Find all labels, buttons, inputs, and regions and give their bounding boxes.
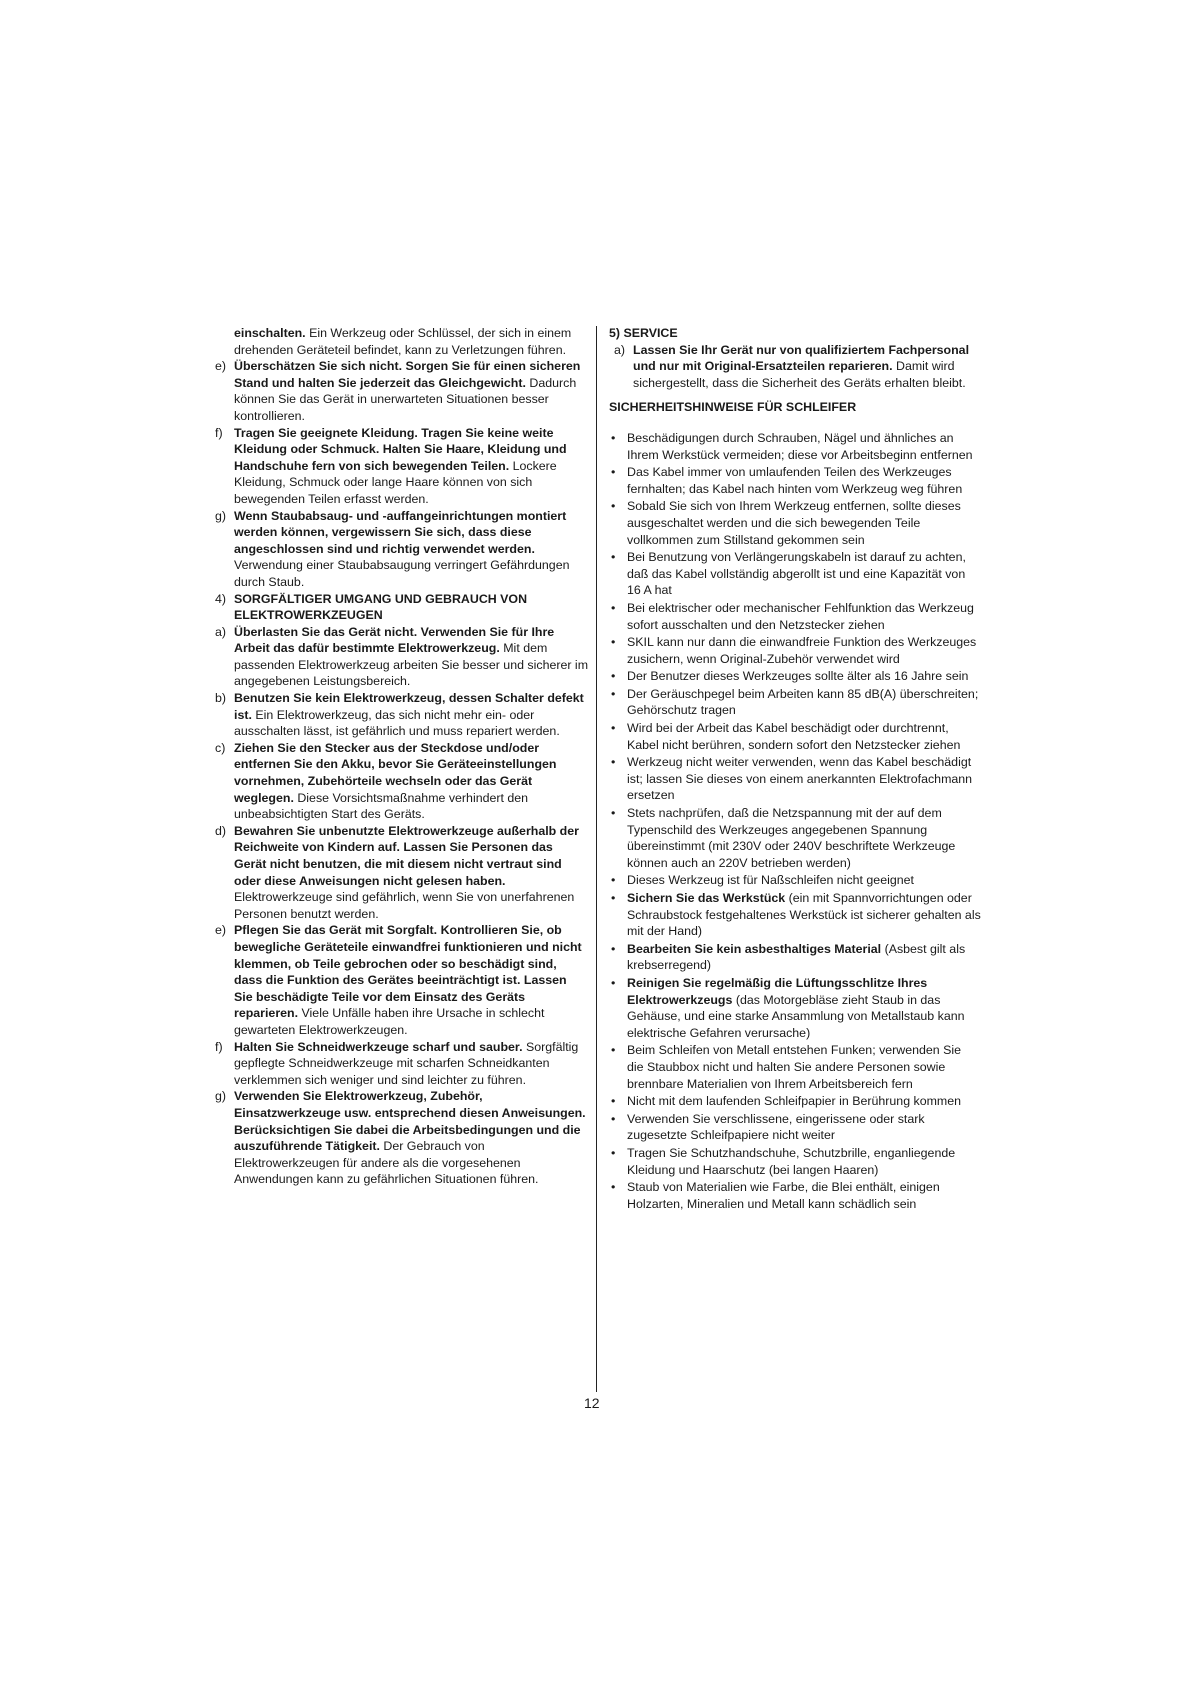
safety-bullet-item	[609, 464, 981, 497]
item-text: Ein Werkzeug oder Schlüssel, der sich in einem drehenden Geräteteil befindet, kann zu Verletzungen führen.	[234, 326, 572, 357]
item-bold-text: Halten Sie Schneidwerkzeuge scharf und sauber.	[234, 1039, 523, 1054]
bullet-bold-text: Bearbeiten Sie kein asbesthaltiges Material	[627, 941, 882, 956]
bullet-icon: •	[611, 686, 616, 701]
safety-bullet-item	[609, 600, 981, 633]
left-item	[210, 591, 588, 624]
safety-bullet-item	[609, 430, 981, 463]
safety-bullet-item	[609, 890, 981, 940]
item-text: Viele Unfälle haben ihre Ursache in schlecht gewarteten Elektrowerkzeugen.	[234, 1006, 545, 1037]
bullet-text: (das Motorgebläse zieht Staub in das Gehäuse, und eine starke Ansammlung von Metallstaub kann elektrische Gefahren verursache)	[627, 992, 965, 1040]
service-item-marker: a)	[614, 342, 626, 357]
item-bold-text: Tragen Sie geeignete Kleidung. Tragen Sie keine weite Kleidung oder Schmuck. Halten Sie Haare, Kleidung und Handschuhe fern von sich bewegenden Teilen.	[234, 425, 567, 473]
item-text: Sorgfältig gepflegte Schneidwerkzeuge mit scharfen Schneidkanten verklemmen sich weniger und sind leichter zu führen.	[234, 1039, 579, 1087]
left-item	[210, 624, 588, 690]
item-bold-text: Bewahren Sie unbenutzte Elektrowerkzeuge außerhalb der Reichweite von Kindern auf. Lassen Sie Personen das Gerät nicht benutzen, die mit diesem nicht vertraut sind oder diese Anweisungen nicht gelesen haben.	[234, 823, 579, 888]
item-marker: a)	[215, 624, 227, 639]
item-text: Ein Elektrowerkzeug, das sich nicht mehr ein- oder ausschalten lässt, ist gefährlich und muss repariert werden.	[234, 707, 560, 739]
bullet-text: Dieses Werkzeug ist für Naßschleifen nicht geeignet	[627, 873, 914, 888]
item-bold-text: Benutzen Sie kein Elektrowerkzeug, dessen Schalter defekt ist.	[234, 691, 584, 722]
item-text: Verwendung einer Staubabsaugung verringert Gefährdungen durch Staub.	[234, 558, 570, 589]
item-text: Elektrowerkzeuge sind gefährlich, wenn Sie von unerfahrenen Personen benutzt werden.	[234, 890, 575, 921]
left-item	[210, 358, 588, 424]
left-item	[210, 325, 588, 358]
item-marker: g)	[215, 1089, 227, 1104]
bullet-icon: •	[611, 1094, 616, 1109]
bullet-icon: •	[611, 465, 616, 480]
safety-bullet-item	[609, 1145, 981, 1178]
safety-bullet-item	[609, 634, 981, 667]
safety-bullet-item	[609, 805, 981, 871]
bullet-text: Werkzeug nicht weiter verwenden, wenn das Kabel beschädigt ist; lassen Sie dieses von einem anerkannten Elektrofachmann ersetzen	[627, 755, 973, 803]
safety-bullet-item	[609, 686, 981, 719]
left-item	[210, 1088, 588, 1188]
left-item	[210, 922, 588, 1038]
bullet-icon: •	[611, 1180, 616, 1195]
bullet-text: Der Geräuschpegel beim Arbeiten kann 85 dB(A) überschreiten; Gehörschutz tragen	[627, 686, 979, 718]
left-item	[210, 740, 588, 823]
bullet-text: Sobald Sie sich von Ihrem Werkzeug entfernen, sollte dieses ausgeschaltet werden und die sich bewegenden Teile vollkommen zum Stillstand gekommen sein	[627, 499, 961, 547]
bullet-icon: •	[611, 499, 616, 514]
safety-heading: SICHERHEITSHINWEISE FÜR SCHLEIFER	[609, 400, 857, 415]
item-marker: g)	[215, 508, 227, 523]
bullet-icon: •	[611, 806, 616, 821]
safety-bullet-item	[609, 975, 981, 1041]
bullet-icon: •	[611, 941, 616, 956]
safety-bullet-item	[609, 754, 981, 804]
item-marker: d)	[215, 823, 227, 838]
bullet-icon: •	[611, 600, 616, 615]
bullet-icon: •	[611, 1111, 616, 1126]
safety-bullet-item	[609, 941, 981, 974]
bullet-text: (Asbest gilt als krebserregend)	[627, 941, 966, 973]
item-marker: 4)	[215, 591, 227, 606]
item-bold-text: Pflegen Sie das Gerät mit Sorgfalt. Kontrollieren Sie, ob bewegliche Geräteteile einwandfrei funktionieren und nicht klemmen, ob Teile gebrochen oder so beschädigt sind, dass die Funktion des Gerätes beeinträchtigt ist. Lassen Sie beschädigte Teile vor dem Einsatz des Geräts reparieren.	[234, 923, 582, 1021]
bullet-icon: •	[611, 550, 616, 565]
bullet-icon: •	[611, 635, 616, 650]
bullet-text: Beschädigungen durch Schrauben, Nägel und ähnliches an Ihrem Werkstück vermeiden; diese vor Arbeitsbeginn entfernen	[627, 430, 973, 462]
item-text: Der Gebrauch von Elektrowerkzeugen für andere als die vorgesehenen Anwendungen kann zu gefährlichen Situationen führen.	[234, 1139, 539, 1187]
bullet-bold-text: Sichern Sie das Werkstück	[627, 891, 786, 905]
safety-bullet-item	[609, 1179, 981, 1212]
bullet-icon: •	[611, 1145, 616, 1160]
safety-bullet-item	[609, 1111, 981, 1144]
column-divider	[596, 326, 597, 1392]
bullet-icon: •	[611, 975, 616, 990]
bullet-icon: •	[611, 721, 616, 736]
bullet-icon: •	[611, 891, 616, 905]
item-text: Dadurch können Sie das Gerät in unerwarteten Situationen besser kontrollieren.	[234, 375, 577, 423]
item-marker: b)	[215, 691, 227, 706]
bullet-text: Tragen Sie Schutzhandschuhe, Schutzbrille, enganliegende Kleidung und Haarschutz (bei langen Haaren)	[627, 1145, 956, 1177]
item-bold-text: einschalten.	[234, 326, 306, 340]
bullet-text: Der Benutzer dieses Werkzeuges sollte älter als 16 Jahre sein	[627, 669, 969, 684]
item-bold-text: Überlasten Sie das Gerät nicht. Verwenden Sie für Ihre Arbeit das dafür bestimmte Elektrowerkzeug.	[234, 624, 555, 656]
service-item-text: Damit wird sichergestellt, dass die Sicherheit des Geräts erhalten bleibt.	[633, 359, 966, 390]
safety-bullet-item	[609, 498, 981, 548]
bullet-text: Beim Schleifen von Metall entstehen Funken; verwenden Sie die Staubbox nicht und halten Sie andere Personen sowie brennbare Materialien von Ihrem Arbeitsbereich fern	[627, 1043, 962, 1091]
bullet-icon: •	[611, 873, 616, 888]
service-item-bold: Lassen Sie Ihr Gerät nur von qualifiziertem Fachpersonal und nur mit Original-Ersatzteilen reparieren.	[633, 342, 970, 374]
bullet-text: Verwenden Sie verschlissene, eingerissene oder stark zugesetzte Schleifpapiere nicht weiter	[627, 1111, 925, 1143]
item-bold-text: Verwenden Sie Elektrowerkzeug, Zubehör, Einsatzwerkzeuge usw. entsprechend diesen Anweisungen. Berücksichtigen Sie dabei die Arbeitsbedingungen und die auszuführende Tätigkeit.	[234, 1089, 586, 1154]
item-marker: f)	[215, 1039, 223, 1054]
item-marker: f)	[215, 425, 223, 440]
service-item	[609, 342, 981, 392]
left-item	[210, 425, 588, 508]
bullet-text: Nicht mit dem laufenden Schleifpapier in Berührung kommen	[627, 1094, 962, 1109]
safety-bullet-item	[609, 668, 981, 685]
page-number: 12	[584, 1395, 600, 1411]
bullet-text: Das Kabel immer von umlaufenden Teilen des Werkzeuges fernhalten; das Kabel nach hinten vom Werkzeug weg führen	[627, 465, 963, 496]
left-item	[210, 823, 588, 923]
left-item	[210, 690, 588, 740]
safety-bullet-item	[609, 549, 981, 599]
item-bold-text: Ziehen Sie den Stecker aus der Steckdose und/oder entfernen Sie den Akku, bevor Sie Geräteeinstellungen vornehmen, Zubehörteile wechseln oder das Gerät weglegen.	[234, 740, 557, 805]
right-column	[609, 325, 981, 1213]
item-bold-text: SORGFÄLTIGER UMGANG UND GEBRAUCH VON ELEKTROWERKZEUGEN	[234, 591, 528, 623]
left-item	[210, 508, 588, 591]
bullet-icon: •	[611, 669, 616, 684]
bullet-text: Bei elektrischer oder mechanischer Fehlfunktion das Werkzeug sofort ausschalten und den Netzstecker ziehen	[627, 600, 974, 632]
safety-bullet-item	[609, 1042, 981, 1092]
left-column	[210, 325, 588, 1188]
bullet-icon: •	[611, 755, 616, 770]
item-marker: c)	[215, 740, 226, 755]
bullet-text: Staub von Materialien wie Farbe, die Blei enthält, einigen Holzarten, Mineralien und Metall kann schädlich sein	[627, 1180, 940, 1211]
safety-bullet-item	[609, 1093, 981, 1110]
bullet-bold-text: Reinigen Sie regelmäßig die Lüftungsschlitze Ihres Elektrowerkzeugs	[627, 975, 928, 1007]
bullet-text: Bei Benutzung von Verlängerungskabeln ist darauf zu achten, daß das Kabel vollständig abgerollt ist und eine Kapazität von 16 A hat	[627, 550, 966, 598]
item-text: Mit dem passenden Elektrowerkzeug arbeiten Sie besser und sicherer im angegebenen Leistungsbereich.	[234, 641, 589, 689]
safety-bullet-item	[609, 872, 981, 889]
item-marker: e)	[215, 923, 227, 938]
left-item	[210, 1039, 588, 1089]
bullet-text: Stets nachprüfen, daß die Netzspannung mit der auf dem Typenschild des Werkzeuges angegebenen Spannung übereinstimmt (mit 230V oder 240V beschriftete Werkzeuge können auch an 220V betrieben werden)	[627, 806, 956, 870]
bullet-text: SKIL kann nur dann die einwandfreie Funktion des Werkzeuges zusichern, wenn Original-Zubehör verwendet wird	[627, 635, 977, 666]
bullet-text: Wird bei der Arbeit das Kabel beschädigt oder durchtrennt, Kabel nicht berühren, sondern sofort den Netzstecker ziehen	[627, 721, 961, 752]
item-bold-text: Wenn Staubabsaug- und -auffangeinrichtungen montiert werden können, vergewissern Sie sich, dass diese angeschlossen sind und richtig verwendet werden.	[234, 508, 567, 556]
item-marker: e)	[215, 359, 227, 374]
item-text: Diese Vorsichtsmaßnahme verhindert den unbeabsichtigten Start des Geräts.	[234, 790, 529, 822]
bullet-icon: •	[611, 430, 616, 445]
item-bold-text: Überschätzen Sie sich nicht. Sorgen Sie für einen sicheren Stand und halten Sie jederzeit das Gleichgewicht.	[234, 359, 581, 390]
bullet-text: (ein mit Spannvorrichtungen oder Schraubstock festgehaltenes Werkstück ist sicherer gehalten als mit der Hand)	[627, 891, 981, 939]
safety-bullet-list	[609, 430, 981, 1212]
bullet-icon: •	[611, 1043, 616, 1058]
item-text: Lockere Kleidung, Schmuck oder lange Haare können von sich bewegenden Teilen erfasst werden.	[234, 458, 557, 506]
service-heading: 5) SERVICE	[609, 326, 678, 340]
safety-bullet-item	[609, 720, 981, 753]
